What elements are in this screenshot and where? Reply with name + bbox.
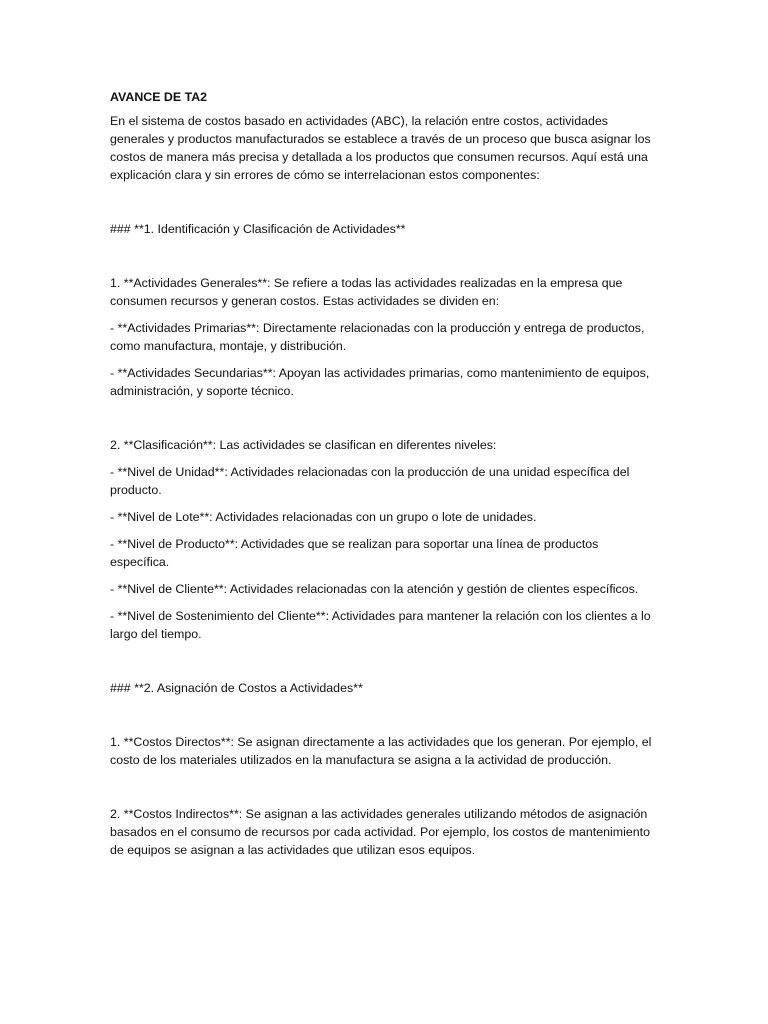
sub-item-nivel-unidad: - **Nivel de Unidad**: Actividades relacionadas con la producción de una unidad específica del producto. [110, 465, 630, 497]
sub-item-nivel-cliente: - **Nivel de Cliente**: Actividades relacionadas con la atención y gestión de clientes específicos. [110, 582, 639, 596]
sub-item-nivel-producto: - **Nivel de Producto**: Actividades que se realizan para soportar una línea de productos específica. [110, 537, 599, 569]
list-item-clasificacion: 2. **Clasificación**: Las actividades se clasifican en diferentes niveles: [110, 438, 497, 452]
list-item-costos-directos: 1. **Costos Directos**: Se asignan directamente a las actividades que los generan. Por ejemplo, el costo de los materiales utilizados en la manufactura se asigna a la actividad de producción. [110, 735, 652, 767]
sub-item-actividades-secundarias: - **Actividades Secundarias**: Apoyan las actividades primarias, como mantenimiento de equipos, administración, y soporte técnico. [110, 366, 650, 398]
list-item-costos-indirectos: 2. **Costos Indirectos**: Se asignan a las actividades generales utilizando métodos de asignación basados en el consumo de recursos por cada actividad. Por ejemplo, los costos de mantenimiento de equipos se asignan a las actividades que utilizan esos equipos. [110, 807, 650, 857]
document-title: AVANCE DE TA2 [110, 90, 208, 104]
document-body [110, 88, 658, 859]
section-heading-1: ### **1. Identificación y Clasificación de Actividades** [110, 222, 406, 236]
sub-item-nivel-lote: - **Nivel de Lote**: Actividades relacionadas con un grupo o lote de unidades. [110, 510, 537, 524]
sub-item-actividades-primarias: - **Actividades Primarias**: Directamente relacionadas con la producción y entrega de productos, como manufactura, montaje, y distribución. [110, 321, 645, 353]
section-heading-2: ### **2. Asignación de Costos a Actividades** [110, 681, 363, 695]
list-item-actividades-generales: 1. **Actividades Generales**: Se refiere a todas las actividades realizadas en la empresa que consumen recursos y generan costos. Estas actividades se dividen en: [110, 276, 623, 308]
sub-item-nivel-sostenimiento: - **Nivel de Sostenimiento del Cliente**: Actividades para mantener la relación con los clientes a lo largo del tiempo. [110, 609, 651, 641]
intro-paragraph: En el sistema de costos basado en actividades (ABC), la relación entre costos, actividades generales y productos manufacturados se establece a través de un proceso que busca asignar los costos de manera más precisa y detallada a los productos que consumen recursos. Aquí está una explicación clara y sin errores de cómo se interrelacionan estos componentes: [110, 114, 651, 182]
